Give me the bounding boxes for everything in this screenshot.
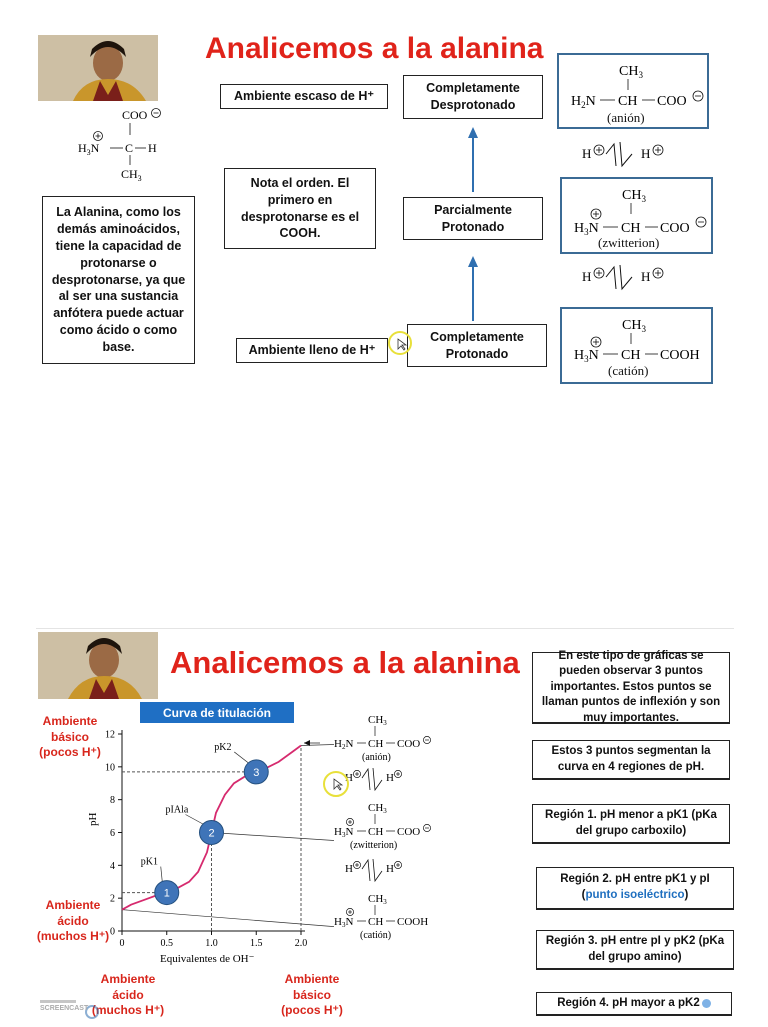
region-4-marker-icon [702,999,711,1008]
order-note-box: Nota el orden. El primero en desprotonarse es el COOH. [224,168,376,249]
y-tick-label: 8 [110,795,115,807]
left-label-basic: Ambiente básico (pocos H⁺) [39,714,101,760]
cursor-highlight-icon [387,330,415,358]
region-2-box: Región 2. pH entre pK1 y pI (punto isoeléctrico) [536,867,734,910]
svg-text:C: C [125,141,134,155]
svg-text:H3N: $H_3N$ [78,141,100,157]
screencast-watermark [40,998,100,1022]
y-tick-label: 0 [110,926,115,938]
anion-structure-small [304,714,431,763]
svg-text:H2N: $H_2N$ [571,94,596,110]
equilibrium-small-1 [345,768,402,790]
slide-1-title: Analicemos a la alanina [205,32,544,65]
svg-text:COOH: COOH [397,916,429,928]
point-label: pK2 [214,741,232,753]
svg-text:CH3: $CH_3$ [121,167,142,183]
svg-text:H: H [345,772,353,784]
svg-text:H3N: H3N [334,916,354,929]
y-axis-label: pH [87,812,99,826]
x-tick-label: 1.0 [205,938,218,949]
svg-text:CH: CH [368,738,384,750]
svg-text:CH3: $CH_3$ [622,318,646,334]
point-label: pIAla [165,804,189,816]
cation-structure-small [334,893,428,941]
region-3-box: Región 3. pH entre pI y pK2 (pKa del grupo amino) [536,930,734,970]
inflection-point-number: 3 [253,766,260,779]
anion-structure-box [557,53,709,129]
y-tick-label: 4 [110,860,115,872]
anion-caption: (anión) [607,110,645,125]
x-tick-label: 1.5 [250,938,263,949]
equilibrium-arrows-lower [578,263,673,295]
svg-text:H3N: $H_3N$ [574,221,599,237]
blue-arrows [460,125,490,325]
region-1-box: Región 1. pH menor a pK1 (pKa del grupo carboxilo) [532,804,730,844]
y-tick-label: 10 [105,762,115,774]
svg-text:(anión): (anión) [362,752,391,763]
region-4-text: Región 4. pH mayor a pK2 [557,996,700,1009]
svg-text:CH: CH [368,916,384,928]
svg-text:CH3: CH3 [368,714,387,727]
x-tick-label: 0.5 [160,938,173,949]
zwitterion-structure-small [334,802,431,851]
svg-text:H: H [582,269,592,284]
svg-text:H: H [582,146,592,161]
isoelectric-point-link: punto isoeléctrico [585,889,685,901]
state-bottom-box: Completamente Protonado [407,324,547,367]
svg-text:CH: CH [621,221,641,236]
svg-text:CH: CH [621,348,641,363]
y-tick-label: 12 [105,729,115,741]
env-low-h-box: Ambiente escaso de H⁺ [220,84,388,109]
svg-text:CH3: $CH_3$ [619,64,643,80]
svg-text:H: H [386,772,394,784]
region-4-box [536,992,732,1016]
svg-text:CH3: CH3 [368,802,387,815]
y-tick-label: 2 [110,893,115,905]
x-axis-label: Equivalentes de OH⁻ [160,953,255,965]
svg-text:COO: COO [122,108,148,122]
webcam-feed-2 [38,632,158,699]
svg-text:H: H [148,141,157,155]
svg-text:COOH: COOH [660,348,700,363]
point-label: pK1 [140,856,158,868]
x-tick-label: 0 [119,938,125,949]
svg-text:CH3: $CH_3$ [622,188,646,204]
titration-structures [300,712,440,944]
y-tick-label: 6 [110,828,115,839]
bottom-label-basic: Ambiente básico (pocos H⁺) [281,972,343,1018]
alanine-structure-left [74,103,169,183]
svg-text:H: H [641,146,651,161]
curve-title-banner: Curva de titulación [140,702,294,723]
segments-box: Estos 3 puntos segmentan la curva en 4 regiones de pH. [532,740,730,780]
slide-2-title: Analicemos a la alanina [170,645,520,680]
x-tick-label: 2.0 [294,938,308,949]
presenter-image [38,35,158,101]
svg-text:H: H [641,269,651,284]
svg-text:H2N: H2N [334,738,354,751]
region-2-text: Región 2. pH entre pK1 y pI [560,873,710,886]
svg-text:(catión): (catión) [360,930,392,941]
svg-text:(zwitterion): (zwitterion) [350,840,398,851]
alanine-description-box: La Alanina, como los demás aminoácidos, tiene la capacidad de protonarse o desprotonarse, ya que al ser una sustancia anfótera puede actuar como ácido o como base. [42,196,195,364]
presenter-image-2 [38,632,158,699]
left-label-acidic: Ambiente ácido (muchos H⁺) [36,898,110,944]
equilibrium-small-2 [345,859,402,881]
slide-1 [0,0,768,400]
svg-text:H3N: $H_3N$ [574,348,599,364]
svg-text:H3N: H3N [334,826,354,839]
inflection-point-number: 1 [163,887,170,900]
svg-text:CH3: CH3 [368,893,387,906]
intro-box: En este tipo de gráficas se pueden observar 3 puntos importantes. Estos puntos se llaman puntos de inflexión y son muy importantes. [532,652,730,724]
env-high-h-box: Ambiente lleno de H⁺ [236,338,388,363]
cation-structure-box [560,307,713,384]
svg-text:CH: CH [618,94,638,109]
svg-text:H: H [386,863,394,875]
zwitterion-caption: (zwitterion) [598,235,660,250]
webcam-feed [38,35,158,101]
equilibrium-arrows-upper [578,140,673,172]
svg-text:COO: COO [397,738,421,750]
svg-text:COO: COO [657,94,687,109]
zwitterion-structure-box [560,177,713,254]
cursor-highlight-icon-2 [322,770,350,798]
bottom-label-acidic: Ambiente ácido (muchos H⁺) [91,972,165,1018]
inflection-point-number: 2 [208,827,215,840]
svg-text:H: H [345,863,353,875]
svg-text:CH: CH [368,826,384,838]
state-top-box: Completamente Desprotonado [403,75,543,119]
cation-caption: (catión) [608,363,649,378]
svg-text:COO: COO [660,221,690,236]
state-middle-box: Parcialmente Protonado [403,197,543,240]
watermark-text: SCREENCAST [40,1005,89,1012]
svg-text:COO: COO [397,826,421,838]
